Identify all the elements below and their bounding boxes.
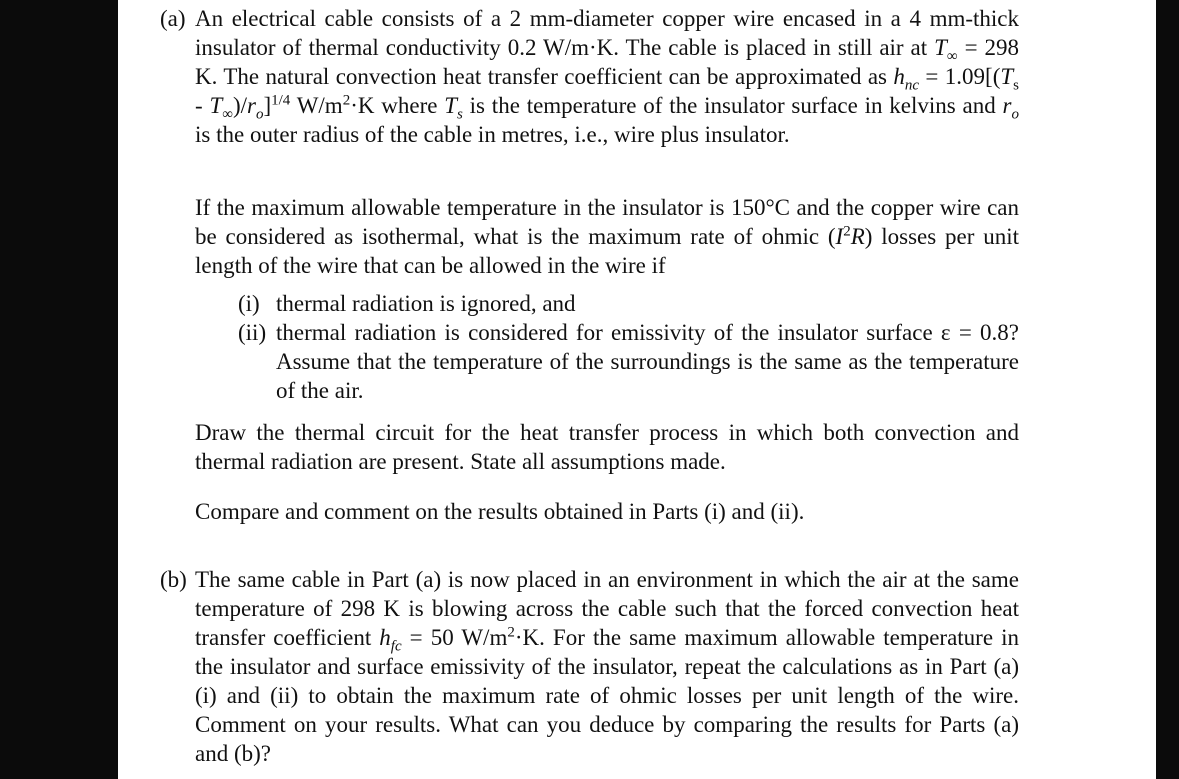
part-a-question-paragraph [195, 193, 1019, 280]
text-run: W/m [290, 93, 343, 118]
text-run: If the maximum allowable temperature in the insulator is 150°C and the copper wire can be considered as isothermal, what is the maximum rate of ohmic ( [195, 195, 1019, 249]
item-i-text: thermal radiation is ignored, and [276, 291, 576, 316]
symbol-T: T [209, 93, 223, 118]
subscript-infinity: ∞ [222, 106, 233, 123]
symbol-T: T [444, 93, 458, 118]
subscript-nc: nc [904, 77, 920, 94]
exponent: 2 [843, 223, 851, 240]
symbol-T: T [934, 35, 947, 60]
text-run: ] [263, 93, 272, 118]
item-ii-label: (ii) [238, 320, 267, 345]
exponent: 2 [507, 624, 515, 641]
symbol-h: h [379, 625, 391, 650]
item-i-label: (i) [238, 291, 260, 316]
text-run: = 1.09[( [919, 64, 1001, 89]
document-page [118, 0, 1156, 779]
subscript-o: o [1011, 106, 1019, 123]
compare-paragraph: Compare and comment on the results obtained in Parts (i) and (ii). [195, 499, 805, 524]
text-run: The same cable in Part (a) is now placed in an environment in which the air at the same temperature of 298 K is blowing across the cable such that the forced convection heat transfer coefficient [195, 567, 1019, 650]
text-run: ·K where [350, 93, 445, 118]
text-run: An electrical cable consists of a 2 mm-diameter copper wire encased in a 4 mm-thick insulator of thermal conductivity 0.2 W/m·K. The cable is placed in still air at [195, 6, 1019, 60]
text-run: is the outer radius of the cable in metres, i.e., wire plus insulator. [195, 122, 790, 147]
part-a-intro-paragraph [195, 4, 1019, 149]
exponent: 1/4 [271, 92, 291, 109]
text-run: ) losses per unit length of the wire that can be allowed in the wire if [195, 224, 1019, 278]
subscript-s: s [1013, 77, 1019, 94]
text-run: )/ [232, 93, 248, 118]
text-run: = 50 W/m [401, 625, 508, 650]
subscript-s: s [457, 106, 463, 123]
symbol-r: r [247, 93, 256, 118]
item-ii-text: thermal radiation is considered for emissivity of the insulator surface ε = 0.8? Assume that the temperature of the surroundings is the same as the temperature of the air. [276, 320, 1019, 403]
symbol-I: I [835, 224, 844, 249]
part-b-label: (b) [160, 567, 187, 592]
subscript-fc: fc [390, 638, 402, 655]
exponent: 2 [342, 92, 351, 109]
part-a-label: (a) [160, 6, 186, 31]
text-run: - [195, 93, 210, 118]
subscript-o: o [255, 106, 264, 123]
thermal-circuit-paragraph: Draw the thermal circuit for the heat transfer process in which both convection and thermal radiation are present. State all assumptions made. [195, 420, 1019, 474]
symbol-r: r [1002, 93, 1012, 118]
symbol-R: R [850, 224, 865, 249]
text-run: ·K. For the same maximum allowable temperature in the insulator and surface emissivity of the insulator, repeat the calculations as in Part (a) (i) and (ii) to obtain the maximum rate of ohmic losses per unit length of the wire. Comment on your results. What can you deduce by comparing the results for Parts (a) and (b)? [195, 625, 1019, 766]
symbol-h: h [893, 64, 905, 89]
text-run: is the temperature of the insulator surface in kelvins and [462, 93, 1003, 118]
subscript-infinity: ∞ [946, 48, 958, 65]
symbol-T: T [1000, 64, 1014, 89]
part-b-paragraph [195, 565, 1019, 768]
text-run: = 298 K. The natural convection heat transfer coefficient can be approximated as [195, 35, 1019, 89]
